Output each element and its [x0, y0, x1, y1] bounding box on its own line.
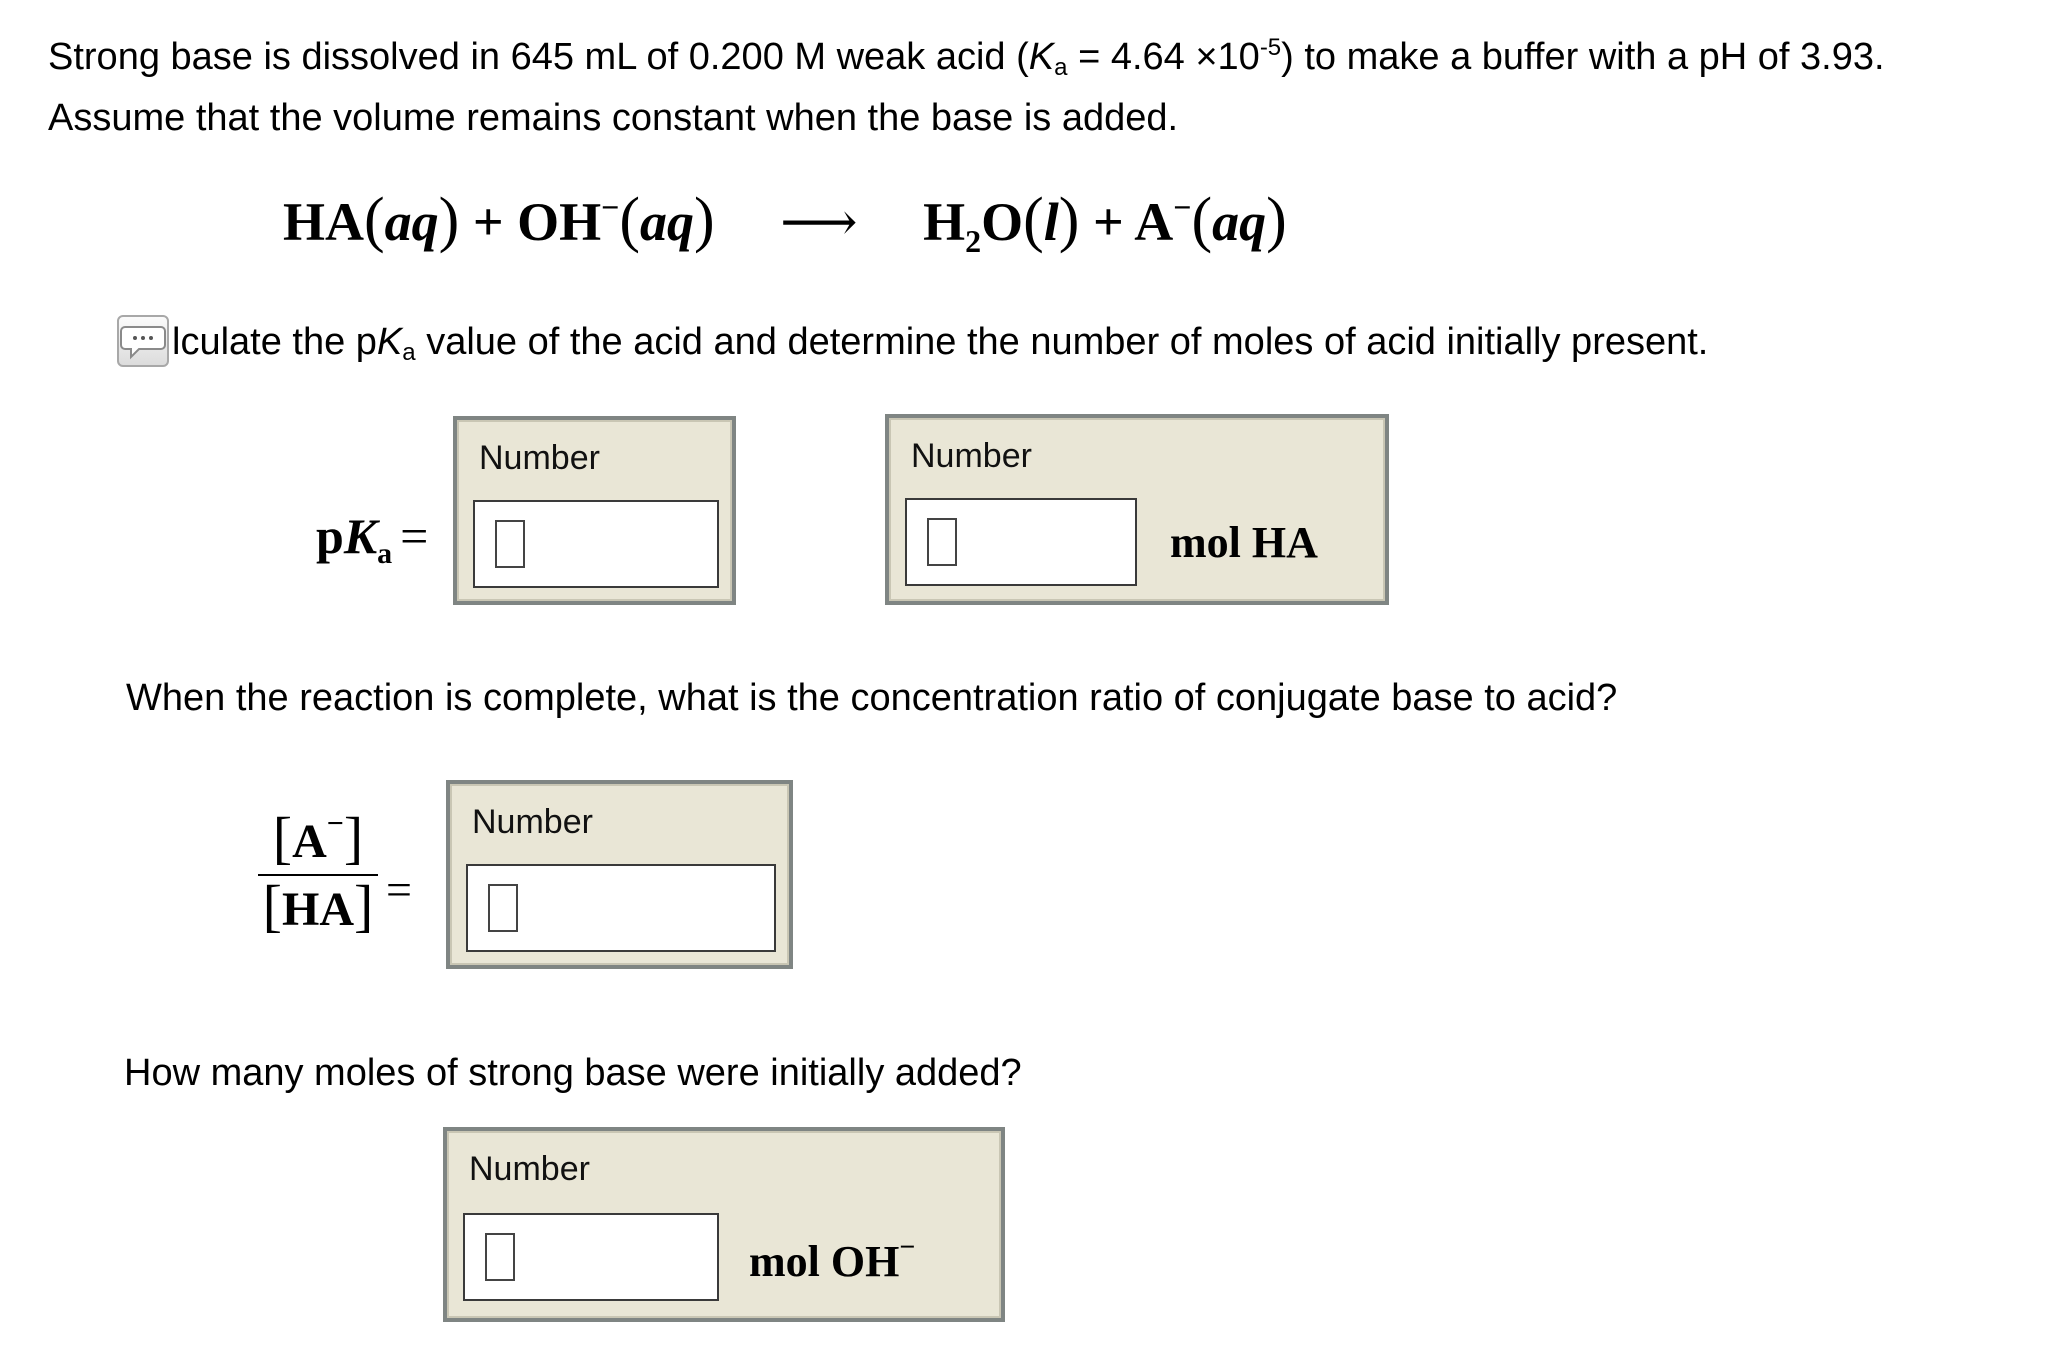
part1-instruction: lculate the $pK_a$ value of the acid and determine the number of moles of acid initially present. — [172, 321, 1709, 366]
ratio-answer-box — [446, 780, 793, 969]
ratio-fraction — [258, 805, 378, 940]
moles-acid-unit: mol HA — [1170, 518, 1318, 567]
pka-answer-box — [453, 416, 736, 605]
part3-question: How many moles of strong base were initially added? — [124, 1052, 1022, 1094]
ratio-numerator: [A−] — [258, 808, 378, 876]
pka-input[interactable] — [473, 500, 719, 588]
pka-box-label: Number — [479, 439, 600, 477]
problem-statement — [48, 32, 1885, 143]
moles-acid-answer-box — [885, 414, 1389, 605]
moles-base-unit: mol OH− — [749, 1232, 916, 1286]
moles-base-input[interactable] — [463, 1213, 719, 1301]
ratio-equals: = — [386, 864, 412, 915]
moles-acid-box-label: Number — [911, 437, 1032, 475]
reaction-equation: HA(aq) + OH−(aq) ⟶ $H_2O(l) + A^-(aq)$ — [283, 186, 1287, 259]
moles-base-box-label: Number — [469, 1150, 590, 1188]
moles-base-answer-box — [443, 1127, 1005, 1322]
problem-line-1: Strong base is dissolved in 645 mL of 0.200 M weak acid $(K_a = 4.64 \times 10^{-5})$ to make a buffer with a pH of 3.93. — [48, 34, 1885, 81]
problem-line-2: Assume that the volume remains constant when the base is added. — [48, 97, 1179, 139]
moles-acid-input[interactable] — [905, 498, 1137, 586]
ratio-denominator: [HA] — [262, 873, 374, 938]
ratio-input[interactable] — [466, 864, 776, 952]
ratio-box-label: Number — [472, 803, 593, 841]
part2-question: When the reaction is complete, what is the concentration ratio of conjugate base to acid? — [126, 677, 1618, 719]
pka-label: $pK_a$ = — [316, 508, 429, 570]
reaction-arrow: ⟶ — [780, 192, 858, 252]
speech-bubble-icon[interactable] — [117, 315, 169, 367]
